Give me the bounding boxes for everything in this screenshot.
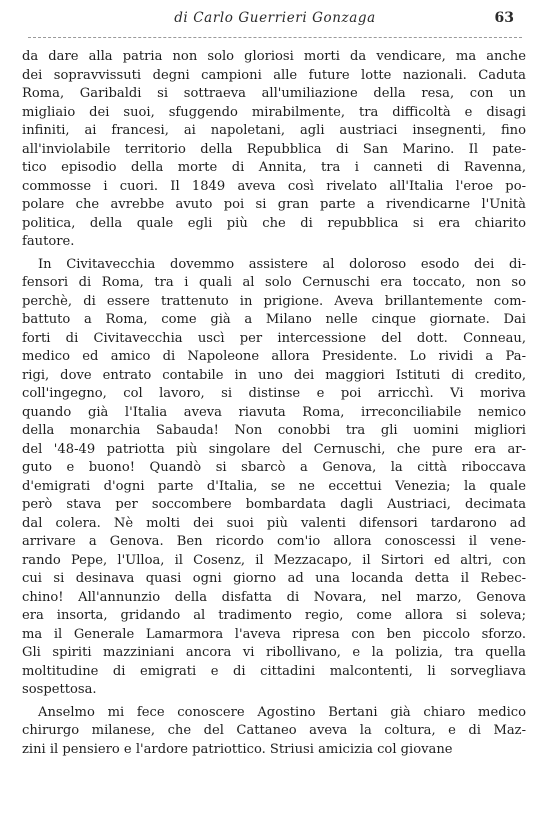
text-line: ma il Generale Lamarmora l'aveva ripresa con ben piccolo sforzo. <box>22 626 526 642</box>
text-line: da dare alla patria non solo gloriosi morti da vendicare, ma anche <box>22 49 526 64</box>
text-line: chirurgo milanese, che del Cattaneo aveva la coltura, e di Maz- <box>22 723 526 738</box>
text-line: zini il pensiero e l'ardore patriottico. Striusi amicizia col giovane <box>22 741 453 757</box>
running-head <box>20 10 530 34</box>
text-line: fensori di Roma, tra i quali al solo Cernuschi era toccato, non so <box>22 275 526 290</box>
paragraph <box>22 704 526 760</box>
text-line: guto e buono! Quandò si sbarcò a Genova, la città riboccava <box>22 460 526 475</box>
text-line: forti di Civitavecchia uscì per intercessione del dott. Conneau, <box>22 330 526 346</box>
text-line: rando Pepe, l'Ulloa, il Cosenz, il Mezzacapo, il Sirtori ed altri, con <box>22 552 526 568</box>
text-line: fautore. <box>22 234 75 249</box>
text-line: della monarchia Sabauda! Non conobbi tra gli uomini migliori <box>22 423 526 438</box>
text-line: battuto a Roma, come già a Milano nelle cinque giornate. Dai <box>22 312 526 327</box>
text-line: rigi, dove entrato contabile in uno dei maggiori Istituti di credito, <box>22 367 526 383</box>
text-line: medico ed amico di Napoleone allora Presidente. Lo rividi a Pa- <box>22 349 526 364</box>
text-line: cui si desinava quasi ogni giorno ad una locanda detta il Rebec- <box>22 571 526 586</box>
text-line: all'inviolabile territorio della Repubblica di San Marino. Il pate- <box>22 141 526 157</box>
text-line: Roma, Garibaldi si sottraeva all'umiliazione della resa, con un <box>22 86 526 101</box>
text-line: moltitudine di emigrati e di cittadini malcontenti, li sorvegliava <box>22 663 526 679</box>
text-line: era insorta, gridando al tradimento regio, come allora si soleva; <box>22 608 526 623</box>
page-number: 63 <box>494 10 514 26</box>
text-line: arrivare a Genova. Ben ricordo com'io allora conoscessi il vene- <box>22 534 526 549</box>
text-line: però stava per soccombere bombardata dagli Austriaci, decimata <box>22 497 526 512</box>
text-line: del '48-49 patriotta più singolare del Cernuschi, che pure era ar- <box>22 441 526 457</box>
running-title: di Carlo Guerrieri Gonzaga <box>174 10 376 26</box>
text-line: coll'ingegno, col lavoro, si distinse e poi arricchì. Vi moriva <box>22 386 526 401</box>
text-line: d'emigrati d'ogni parte d'Italia, se ne eccettui Venezia; la quale <box>22 478 526 494</box>
header-rule <box>28 37 522 38</box>
text-line: Gli spiriti mazziniani ancora vi ribollivano, e la polizia, tra quella <box>22 645 526 660</box>
text-line: dal colera. Nè molti dei suoi più valenti difensori tardarono ad <box>22 515 526 531</box>
text-line: In Civitavecchia dovemmo assistere al doloroso esodo dei di- <box>38 256 526 272</box>
text-line: sospettosa. <box>22 682 97 697</box>
paragraph <box>22 256 526 700</box>
text-line: commosse i cuori. Il 1849 aveva così rivelato all'Italia l'eroe po- <box>22 178 526 194</box>
text-line: politica, della quale egli più che di repubblica si era chiarito <box>22 215 526 231</box>
text-line: tico episodio della morte di Annita, tra i canneti di Ravenna, <box>22 160 526 175</box>
text-line: dei sopravvissuti degni campioni alle future lotte nazionali. Caduta <box>22 67 526 83</box>
text-line: chino! All'annunzio della disfatta di Novara, nel marzo, Genova <box>22 589 526 605</box>
text-line: infiniti, ai francesi, ai napoletani, agli austriaci insegnenti, fino <box>22 123 526 138</box>
body-text <box>22 48 526 759</box>
text-line: Anselmo mi fece conoscere Agostino Bertani già chiaro medico <box>38 704 526 720</box>
text-line: perchè, di essere trattenuto in prigione. Aveva brillantemente com- <box>22 293 526 309</box>
text-line: polare che avrebbe avuto poi si gran parte a rivendicarne l'Unità <box>22 197 526 212</box>
paragraph <box>22 48 526 252</box>
text-line: quando già l'Italia aveva riavuta Roma, irreconciliabile nemico <box>22 404 526 420</box>
text-line: migliaio dei suoi, sfuggendo mirabilmente, tra difficoltà e disagi <box>22 104 526 120</box>
